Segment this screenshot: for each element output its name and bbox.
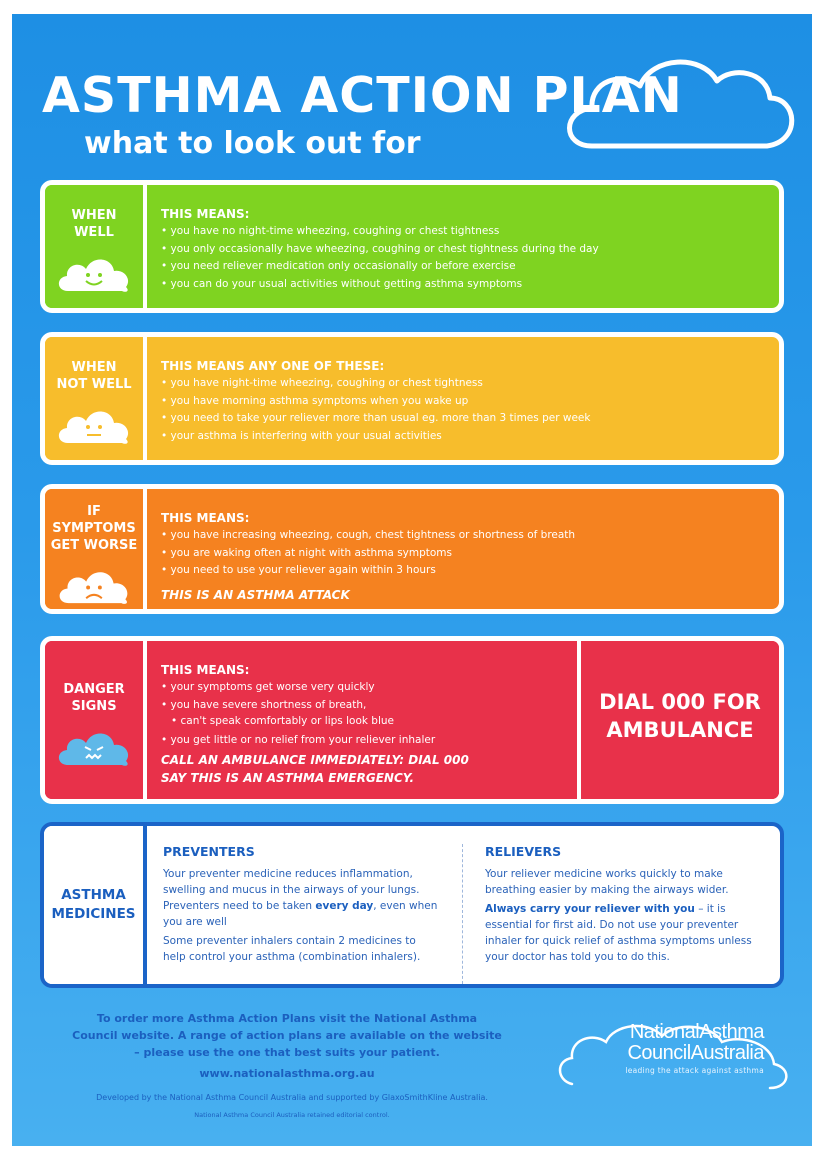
relievers-carry-text: – it is essential for first aid. Do not use your preventer inhaler for quick relief of asthma symptoms unless your doctor has told you to do this. bbox=[485, 903, 752, 963]
panel-heading: THIS MEANS: bbox=[161, 511, 250, 525]
distressed-cloud-icon bbox=[54, 723, 134, 771]
page-title: ASTHMA ACTION PLAN bbox=[42, 67, 683, 124]
asthma-medicines-panel bbox=[40, 822, 784, 988]
preventers-text: Your preventer medicine reduces inflammation, swelling and mucus in the airways of your lungs. Preventers need to be taken bbox=[163, 868, 420, 912]
panel-heading: THIS MEANS ANY ONE OF THESE: bbox=[161, 359, 385, 373]
every-day-emphasis: every day bbox=[315, 900, 374, 912]
relievers-description: Your reliever medicine works quickly to make breathing easier by making the airways wider. bbox=[485, 868, 729, 896]
page-subtitle: what to look out for bbox=[84, 126, 421, 161]
neutral-cloud-icon bbox=[54, 401, 134, 449]
relievers-title: RELIEVERS bbox=[485, 844, 562, 859]
when-not-well-panel bbox=[40, 332, 784, 465]
continuation-text: can't speak comfortably or lips look blue bbox=[180, 714, 394, 727]
callout-line: CALL AN AMBULANCE IMMEDIATELY: DIAL 000 bbox=[161, 753, 469, 767]
medicines-columns bbox=[147, 826, 780, 984]
list-item: • you are waking often at night with asthma symptoms bbox=[161, 545, 779, 563]
order-line: To order more Asthma Action Plans visit the National Asthma bbox=[96, 1012, 478, 1025]
happy-cloud-icon bbox=[54, 249, 134, 297]
asthma-medicines-label bbox=[44, 826, 147, 984]
label-line: DANGER bbox=[63, 682, 125, 697]
symptom-list bbox=[161, 223, 779, 293]
logo-tagline: leading the attack against asthma bbox=[625, 1066, 764, 1075]
label-line: ASTHMA bbox=[61, 887, 126, 903]
when-well-label bbox=[45, 185, 147, 308]
danger-signs-content bbox=[147, 641, 577, 799]
relievers-column bbox=[463, 844, 762, 984]
label-line: IF bbox=[87, 504, 101, 519]
preventers-column bbox=[163, 844, 463, 984]
panel-heading: THIS MEANS: bbox=[161, 663, 250, 677]
list-item: • you only occasionally have wheezing, coughing or chest tightness during the day bbox=[161, 241, 779, 259]
credit-line: Developed by the National Asthma Council Australia and supported by GlaxoSmithKline Australia. bbox=[96, 1093, 488, 1102]
carry-reliever-emphasis: Always carry your reliever with you bbox=[485, 903, 695, 915]
order-line: Council website. A range of action plans are available on the website bbox=[72, 1029, 502, 1042]
list-item: • your asthma is interfering with your usual activities bbox=[161, 428, 779, 446]
danger-signs-panel bbox=[40, 636, 784, 804]
dial-ambulance-box bbox=[577, 641, 779, 799]
order-information bbox=[52, 1010, 522, 1082]
when-well-content bbox=[147, 185, 779, 308]
danger-signs-label bbox=[45, 641, 147, 799]
preventers-text-end: , even when you are well bbox=[163, 900, 438, 928]
list-item: • your symptoms get worse very quickly bbox=[161, 679, 577, 697]
sad-cloud-icon bbox=[54, 562, 134, 609]
symptoms-worse-panel bbox=[40, 484, 784, 614]
list-item: • you have no night-time wheezing, coughing or chest tightness bbox=[161, 223, 779, 241]
when-not-well-content bbox=[147, 337, 779, 460]
list-item: • you have severe shortness of breath, bbox=[161, 697, 577, 713]
symptoms-worse-label bbox=[45, 489, 147, 609]
list-item: • you have night-time wheezing, coughing or chest tightness bbox=[161, 375, 779, 393]
asthma-attack-callout: THIS IS AN ASTHMA ATTACK bbox=[161, 587, 350, 602]
order-line: – please use the one that best suits your patient. bbox=[134, 1046, 440, 1059]
logo-line: NationalAsthma bbox=[629, 1021, 764, 1043]
preventers-combination-note: Some preventer inhalers contain 2 medicines to help control your asthma (combination inhalers). bbox=[163, 935, 421, 963]
label-line: NOT WELL bbox=[56, 377, 132, 392]
label-line: GET WORSE bbox=[50, 538, 138, 553]
symptoms-worse-content bbox=[147, 489, 779, 609]
asthma-action-plan-poster bbox=[12, 14, 812, 1146]
label-line: SYMPTOMS bbox=[52, 521, 136, 536]
website-link[interactable]: www.nationalasthma.org.au bbox=[199, 1067, 375, 1080]
list-item: • you can do your usual activities without getting asthma symptoms bbox=[161, 276, 779, 294]
dial-line: DIAL 000 FOR bbox=[599, 690, 761, 714]
label-line: WHEN bbox=[71, 208, 117, 223]
list-item: • you need reliever medication only occasionally or before exercise bbox=[161, 258, 779, 276]
label-line: SIGNS bbox=[71, 699, 117, 714]
label-line: WELL bbox=[74, 225, 114, 240]
list-item: • you need to take your reliever more than usual eg. more than 3 times per week bbox=[161, 410, 779, 428]
relievers-carry-note bbox=[485, 901, 762, 965]
preventers-description bbox=[163, 866, 440, 930]
label-line: MEDICINES bbox=[51, 906, 136, 922]
credit-note bbox=[32, 1092, 552, 1121]
list-item-continuation bbox=[161, 713, 577, 729]
symptom-list bbox=[161, 679, 577, 749]
list-item: • you have morning asthma symptoms when you wake up bbox=[161, 393, 779, 411]
list-item: • you have increasing wheezing, cough, chest tightness or shortness of breath bbox=[161, 527, 779, 545]
when-well-panel bbox=[40, 180, 784, 313]
logo-wordmark bbox=[568, 1022, 764, 1064]
label-line: WHEN bbox=[71, 360, 117, 375]
when-not-well-label bbox=[45, 337, 147, 460]
preventers-title: PREVENTERS bbox=[163, 844, 255, 859]
dial-line: AMBULANCE bbox=[606, 718, 754, 742]
list-item: • you get little or no relief from your reliever inhaler bbox=[161, 732, 577, 750]
panel-heading: THIS MEANS: bbox=[161, 207, 250, 221]
symptom-list bbox=[161, 375, 779, 445]
symptom-list bbox=[161, 527, 779, 580]
list-item: • you need to use your reliever again within 3 hours bbox=[161, 562, 779, 580]
editorial-control-note: National Asthma Council Australia retained editorial control. bbox=[194, 1111, 390, 1119]
logo-line: CouncilAustralia bbox=[627, 1042, 764, 1064]
call-ambulance-callout bbox=[161, 751, 577, 787]
callout-line: SAY THIS IS AN ASTHMA EMERGENCY. bbox=[161, 771, 415, 785]
